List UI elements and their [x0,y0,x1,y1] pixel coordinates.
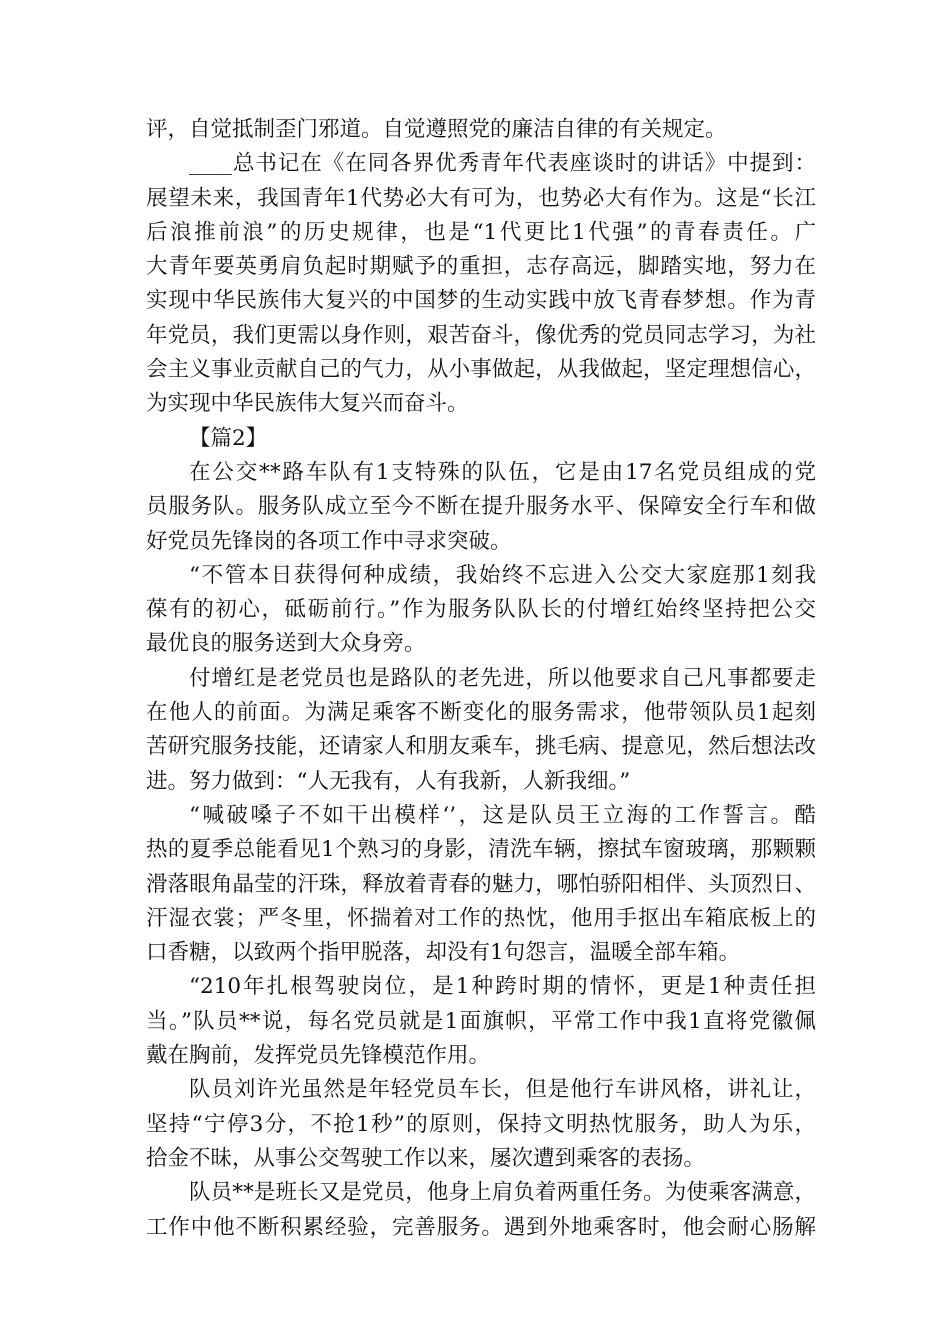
text-line: 好党员先锋岗的各项工作中寻求突破。 [146,528,512,554]
text-line: 评，自觉抵制歪门邪道。自觉遵照党的廉洁自律的有关规定。 [146,117,727,142]
document-body [146,113,816,1245]
text-line: 会主义事业贡献自己的气力，从小事做起，从我做起，坚定理想信心， [146,357,816,383]
text-line: 大青年要英勇肩负起时期赋予的重担，志存高远，脚踏实地，努力在 [146,254,816,280]
text-line: 戴在胸前，发挥党员先锋模范作用。 [146,1043,491,1069]
text-line: 坚持“宁停3分，不抢1秒”的原则，保持文明热忱服务，助人为乐， [146,1111,816,1137]
text-line: 队员**是班长又是党员，他身上肩负着两重任务。为使乘客满意， [189,1180,816,1206]
text-line: 工作中他不断积累经验，完善服务。遇到外地乘客时，他会耐心肠解 [146,1214,816,1240]
text-line: 苦研究服务技能，还请家人和朋友乘车，挑毛病、提意见，然后想法改 [146,734,816,760]
text-line: 为实现中华民族伟大复兴而奋斗。 [146,391,469,417]
text-line: 队员刘许光虽然是年轻党员车长，但是他行车讲风格，讲礼让， [189,1077,816,1103]
text-line: 热的夏季总能看见1个熟习的身影，清洗车辆，擦拭车窗玻璃，那颗颗 [146,837,816,863]
text-line: 在他人的前面。为满足乘客不断变化的服务需求，他带领队员1起刻 [146,700,816,726]
text-line: 拾金不昧，从事公交驾驶工作以来，屡次遭到乘客的表扬。 [146,1145,706,1171]
text-line: “210年扎根驾驶岗位，是1种跨时期的情怀，更是1种责任担 [189,974,816,1000]
text-line: 进。努力做到：“人无我有，人有我新，人新我细。” [146,768,631,794]
text-line: “喊破嗓子不如干出模样‘’，这是队员王立海的工作誓言。酷 [189,802,816,828]
text-line: 当。”队员**说，每名党员就是1面旗帜，平常工作中我1直将党徽佩 [146,1008,816,1034]
text-line: 付增红是老党员也是路队的老先进，所以他要求自己凡事都要走 [189,665,816,691]
text-line: 葆有的初心，砥砺前行。”作为服务队队长的付增红始终坚持把公交 [146,597,816,623]
text-line: 展望未来，我国青年1代势必大有可为，也势必大有作为。这是“长江 [146,185,816,211]
text-line: 汗湿衣裳；严冬里，怀揣着对工作的热忱，他用手抠出车箱底板上的 [146,905,816,931]
text-line: 年党员，我们更需以身作则，艰苦奋斗，像优秀的党员同志学习，为社 [146,322,816,348]
text-line: 实现中华民族伟大复兴的中国梦的生动实践中放飞青春梦想。作为青 [146,288,816,314]
text-line: 在公交**路车队有1支特殊的队伍，它是由17名党员组成的党 [189,459,816,485]
text-line: 口香糖，以致两个指甲脱落，却没有1句怨言，温暖全部车箱。 [146,940,741,966]
text-line: 【篇2】 [189,425,268,451]
text-line: “不管本日获得何种成绩，我始终不忘进入公交大家庭那1刻我 [189,562,816,588]
text-line: ____总书记在《在同各界优秀青年代表座谈时的讲话》中提到： [189,151,816,177]
text-line: 员服务队。服务队成立至今不断在提升服务水平、保障安全行车和做 [146,494,816,520]
text-line: 滑落眼角晶莹的汗珠，释放着青春的魅力，哪怕骄阳相伴、头顶烈日、 [146,871,816,897]
text-line: 后浪推前浪”的历史规律，也是“1代更比1代强”的青春责任。广 [146,219,816,245]
text-line: 最优良的服务送到大众身旁。 [146,631,426,657]
